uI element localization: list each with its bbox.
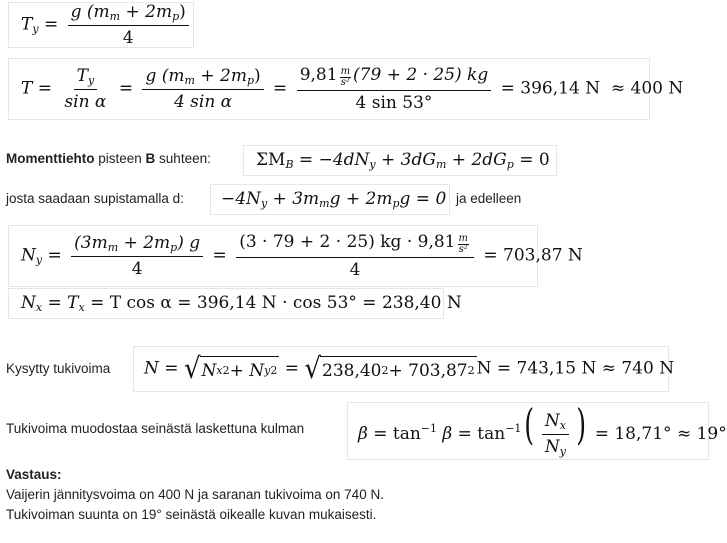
equation-t bbox=[8, 58, 684, 120]
equation-angle bbox=[347, 400, 727, 460]
answer-line-2: Tukivoiman suunta on 19° seinästä oikealle kuvan mukaisesti. bbox=[6, 507, 377, 522]
equation-ty bbox=[8, 2, 194, 48]
equation-reduce bbox=[210, 184, 450, 215]
formula-ny: $N_y$ = $\frac{(3m_m + 2m_p) g}{4}$ = (3 · 79 + 2 · 25) kg · 9,81 $\frac{m}{\text{s²}}$ 4 = 703,87 N bbox=[21, 232, 583, 280]
equation-ny bbox=[8, 225, 583, 287]
formula-reduce: $-4N_y + 3m_mg + 2m_pg = 0$ bbox=[221, 189, 447, 210]
reduce-label: josta saadaan supistamalla d: bbox=[6, 191, 184, 206]
formula-t: T = $\frac{T_y}{\text{sin α}}$ = $\frac{g (m_m + 2m_p)}{\text{4 sin α}}$ = 9,81 $\frac{m}{\text{s²}}$ (79 + 2 · 25) kg 4 sin 53° = 396,14 N ≈ 400 N bbox=[21, 65, 684, 113]
moment-label: Momenttiehto pisteen B suhteen: bbox=[6, 151, 211, 166]
support-label: Kysytty tukivoima bbox=[6, 361, 111, 376]
formula-angle: $\beta = \tan^{-1} \beta = \tan^{-1}$( $\frac{N_x}{N_y}$ ) = 18,71° ≈ 19° bbox=[358, 400, 727, 458]
formula-nx: $N_x = T_x = T$ cos α = 396,14 N · cos 53° = 238,40 N bbox=[21, 293, 462, 314]
equation-support bbox=[133, 346, 675, 392]
angle-label: Tukivoima muodostaa seinästä laskettuna kulman bbox=[6, 421, 305, 436]
equation-nx bbox=[8, 288, 462, 319]
equation-moment bbox=[243, 145, 557, 176]
answer-line-1: Vaijerin jännitysvoima on 400 N ja saranan tukivoima on 740 N. bbox=[6, 487, 384, 502]
answer-heading: Vastaus: bbox=[6, 467, 62, 482]
formula-ty: $T_y$ = $\frac{g (m_m + 2m_p)}{4}$ bbox=[21, 2, 193, 48]
formula-moment: $\Sigma M_B = -4dN_y + 3dG_m + 2dG_p = 0$ bbox=[256, 150, 550, 171]
reduce-after: ja edelleen bbox=[456, 191, 522, 206]
formula-support: N = √ N x 2 + N y 2 = √ 238,40 2 + 703,87 2 N = 743,15 N ≈ 740 N bbox=[144, 352, 675, 386]
